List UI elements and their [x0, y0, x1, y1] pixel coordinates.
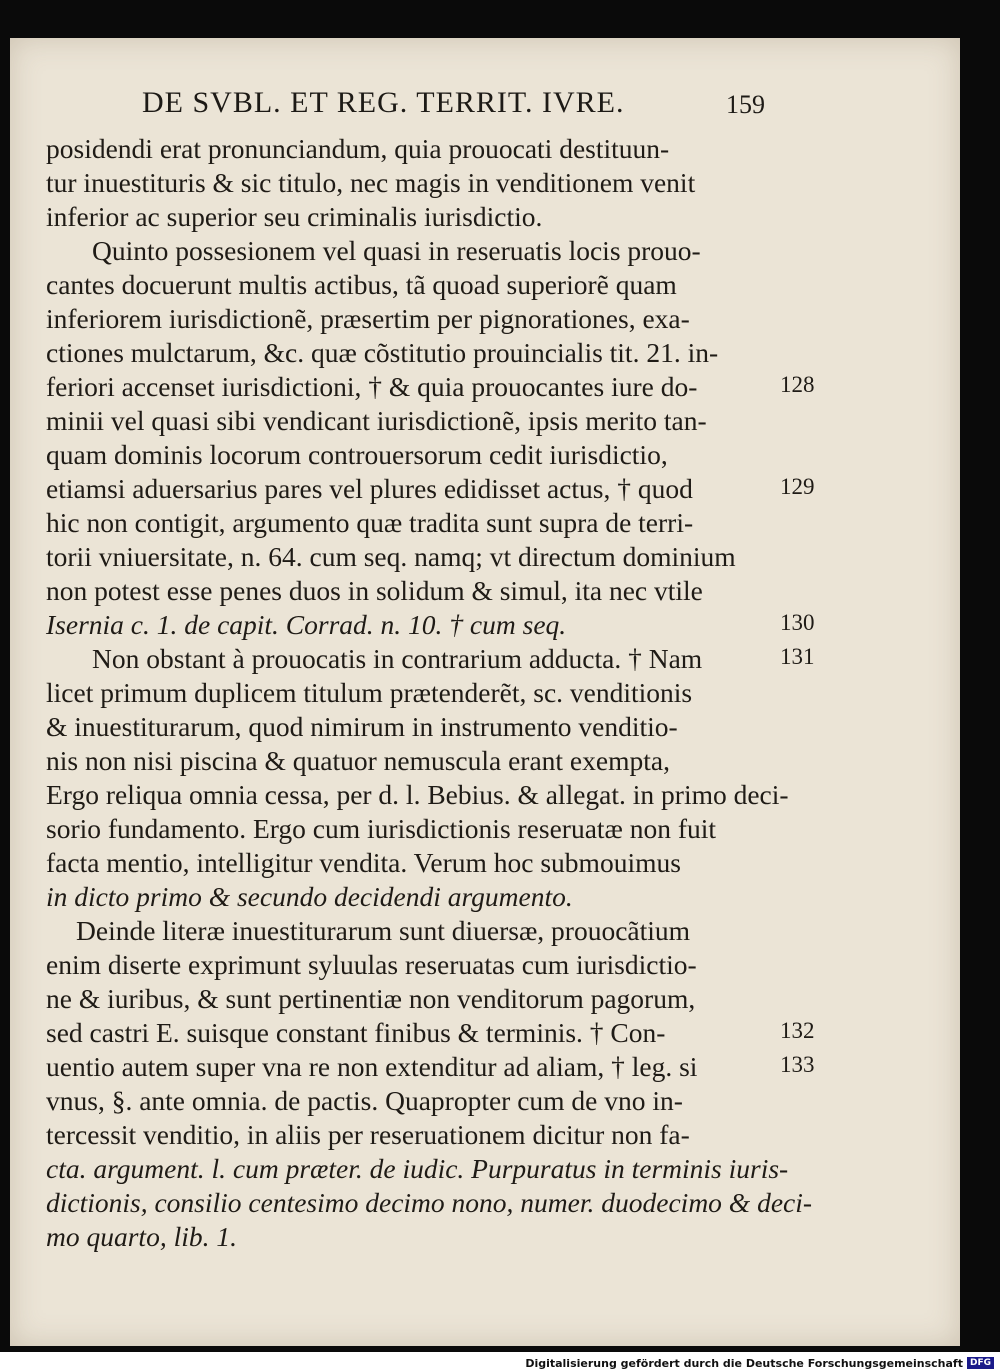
margin-number: 129	[780, 474, 815, 499]
text-line: ne & iuribus, & sunt pertinentiæ non venditorum pagorum,	[46, 983, 696, 1014]
text-line: inferior ac superior seu criminalis iurisdictio.	[46, 201, 543, 232]
text-line: Isernia c. 1. de capit. Corrad. n. 10. † cum seq.	[46, 609, 567, 640]
text-line: Non obstant à prouocatis in contrarium adducta. † Nam	[92, 643, 703, 674]
text-line: mo quarto, lib. 1.	[46, 1221, 237, 1252]
text-line: vnus, §. ante omnia. de pactis. Quapropter cum de vno in-	[46, 1085, 683, 1116]
text-line: dictionis, consilio centesimo decimo nono, numer. duodecimo & deci-	[46, 1187, 813, 1218]
margin-number: 130	[780, 610, 815, 635]
text-line: enim diserte exprimunt syluulas reseruatas cum iurisdictio-	[46, 949, 697, 980]
margin-number: 133	[780, 1052, 815, 1077]
text-line: Ergo reliqua omnia cessa, per d. l. Bebius. & allegat. in primo deci-	[46, 779, 789, 810]
text-line: nis non nisi piscina & quatuor nemuscula erant exempta,	[46, 745, 670, 776]
text-line: minii vel quasi sibi vendicant iurisdictionẽ, ipsis merito tan-	[46, 405, 707, 436]
footer-text: Digitalisierung gefördert durch die Deutsche Forschungsgemeinschaft	[525, 1356, 963, 1370]
text-line: sed castri E. suisque constant finibus & terminis. † Con-	[46, 1017, 666, 1048]
text-line: & inuestiturarum, quod nimirum in instrumento venditio-	[46, 711, 678, 742]
text-line: hic non contigit, argumento quæ tradita sunt supra de terri-	[46, 507, 694, 538]
text-line: in dicto primo & secundo decidendi argumento.	[46, 881, 573, 912]
margin-number: 131	[780, 644, 815, 669]
margin-number: 132	[780, 1018, 815, 1043]
text-line: ctiones mulctarum, &c. quæ cõstitutio prouincialis tit. 21. in-	[46, 337, 719, 368]
margin-number: 128	[780, 372, 815, 397]
text-line: licet primum duplicem titulum prætenderẽt, sc. venditionis	[46, 677, 693, 708]
text-line: quam dominis locorum controuersorum cedit iurisdictio,	[46, 439, 668, 470]
footer-credit	[525, 1354, 994, 1372]
book-page	[10, 38, 960, 1346]
dfg-logo: DFG	[967, 1357, 994, 1369]
running-head: DE SVBL. ET REG. TERRIT. IVRE.	[142, 86, 625, 119]
text-line: cantes docuerunt multis actibus, tã quoad superiorẽ quam	[46, 269, 677, 300]
text-line: feriori accenset iurisdictioni, † & quia prouocantes iure do-	[46, 371, 698, 402]
text-line: torii vniuersitate, n. 64. cum seq. namq; vt directum dominium	[46, 541, 736, 572]
text-line: non potest esse penes duos in solidum & simul, ita nec vtile	[46, 575, 703, 606]
page-number: 159	[726, 90, 765, 119]
text-line: etiamsi aduersarius pares vel plures edidisset actus, † quod	[46, 473, 693, 504]
text-line: sorio fundamento. Ergo cum iurisdictionis reseruatæ non fuit	[46, 813, 717, 844]
text-line: cta. argument. l. cum præter. de iudic. Purpuratus in terminis iuris-	[46, 1153, 789, 1184]
text-line: uentio autem super vna re non extenditur ad aliam, † leg. si	[46, 1051, 698, 1082]
text-line: tur inuestituris & sic titulo, nec magis in venditionem venit	[46, 167, 696, 198]
text-line: facta mentio, intelligitur vendita. Verum hoc submouimus	[46, 847, 681, 878]
text-line: Deinde literæ inuestiturarum sunt diuersæ, prouocãtium	[76, 915, 691, 946]
text-line: posidendi erat pronunciandum, quia prouocati destituun-	[46, 133, 670, 164]
text-line: inferiorem iurisdictionẽ, præsertim per pignorationes, exa-	[46, 303, 690, 334]
text-line: tercessit venditio, in aliis per reseruationem dicitur non fa-	[46, 1119, 690, 1150]
text-line: Quinto possesionem vel quasi in reseruatis locis prouo-	[92, 235, 701, 266]
